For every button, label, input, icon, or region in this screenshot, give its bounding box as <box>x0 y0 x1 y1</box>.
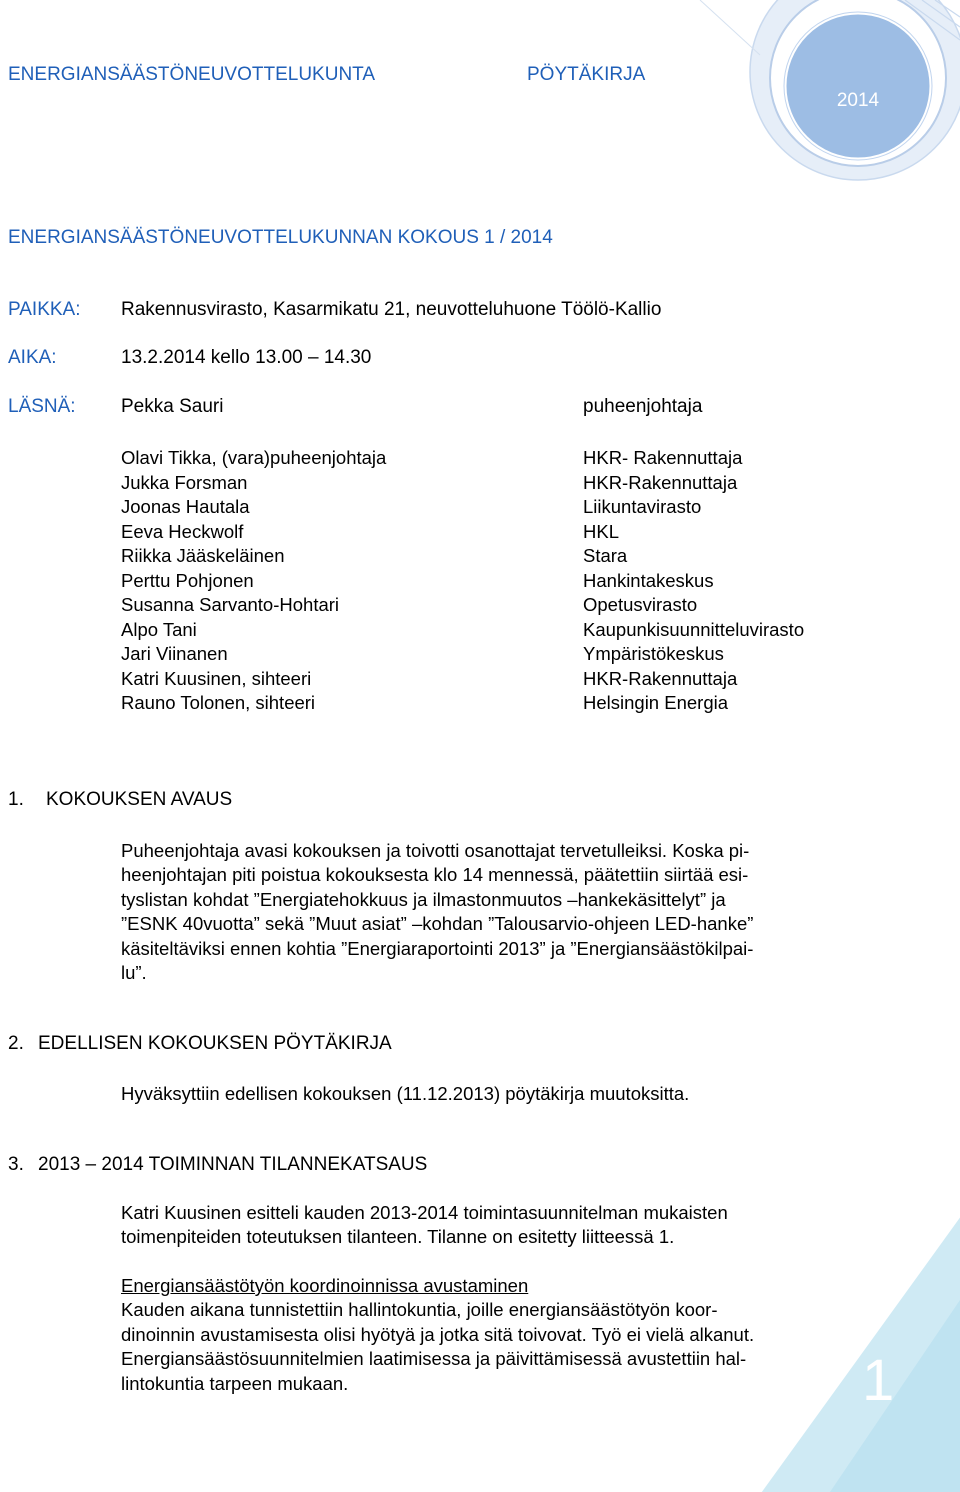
chair-role: puheenjohtaja <box>583 396 703 417</box>
paragraph-line: ”ESNK 40vuotta” sekä ”Muut asiat” –kohdan ”Talousarvio-ohjeen LED-hanke” <box>121 913 754 935</box>
attendee-org: Helsingin Energia <box>583 692 729 713</box>
attendee-org: Stara <box>583 545 628 566</box>
attendee-name: Olavi Tikka, (vara)puheenjohtaja <box>121 447 387 468</box>
place-label: PAIKKA: <box>8 299 81 320</box>
page-number: 1 <box>862 1348 895 1413</box>
section-1-number: 1. <box>8 789 24 810</box>
attendee-name: Perttu Pohjonen <box>121 569 254 591</box>
paragraph-line: Energiansäästösuunnitelmien laatimisessa ja päivittämisessä avustettiin hal- <box>121 1348 747 1370</box>
attendee-orgs <box>583 446 804 716</box>
paragraph-line: Hyväksyttiin edellisen kokouksen (11.12.2013) pöytäkirja muutoksitta. <box>121 1083 690 1104</box>
header-org: ENERGIANSÄÄSTÖNEUVOTTELUKUNTA <box>8 64 376 85</box>
paragraph-line: toimenpiteiden toteutuksen tilanteen. Tilanne on esitetty liitteessä 1. <box>121 1226 675 1248</box>
attendee-name: Joonas Hautala <box>121 496 250 517</box>
section-2-number: 2. <box>8 1033 24 1054</box>
attendee-name: Katri Kuusinen, sihteeri <box>121 667 312 689</box>
attendee-org: HKR-Rakennuttaja <box>583 471 738 493</box>
subsection-heading: Energiansäästötyön koordinoinnissa avustaminen <box>121 1275 529 1296</box>
attendee-name: Jukka Forsman <box>121 471 248 493</box>
section-3-subsection <box>121 1274 841 1396</box>
section-3-heading: 2013 – 2014 TOIMINNAN TILANNEKATSAUS <box>38 1154 428 1175</box>
chair-name: Pekka Sauri <box>121 396 224 417</box>
attendee-org: Kaupunkisuunnitteluvirasto <box>583 618 805 640</box>
attendee-org: Liikuntavirasto <box>583 496 702 517</box>
page-title: ENERGIANSÄÄSTÖNEUVOTTELUKUNNAN KOKOUS 1 / 2014 <box>8 227 553 248</box>
attendee-org: Opetusvirasto <box>583 594 698 615</box>
section-2-heading: EDELLISEN KOKOUKSEN PÖYTÄKIRJA <box>38 1033 392 1054</box>
time-value: 13.2.2014 kello 13.00 – 14.30 <box>121 347 372 368</box>
paragraph-line: heenjohtajan piti poistua kokouksesta klo 14 mennessä, päätettiin siirtää esi- <box>121 864 749 886</box>
attendee-name: Susanna Sarvanto-Hohtari <box>121 594 340 615</box>
place-value: Rakennusvirasto, Kasarmikatu 21, neuvotteluhuone Töölö-Kallio <box>121 299 662 320</box>
section-3-body <box>121 1201 841 1250</box>
section-3-number: 3. <box>8 1154 24 1175</box>
paragraph-line: Katri Kuusinen esitteli kauden 2013-2014 toimintasuunnitelman mukaisten <box>121 1202 728 1223</box>
section-1-heading: KOKOUKSEN AVAUS <box>46 789 233 810</box>
attendee-name: Rauno Tolonen, sihteeri <box>121 692 316 713</box>
time-label: AIKA: <box>8 347 57 368</box>
paragraph-line: Puheenjohtaja avasi kokouksen ja toivotti osanottajat tervetulleiksi. Koska pi- <box>121 840 750 861</box>
paragraph-line: dinoinnin avustamisesta olisi hyötyä ja jotka sitä toivovat. Työ ei vielä alkanut. <box>121 1323 755 1345</box>
paragraph-line: käsiteltäviksi ennen kohtia ”Energiaraportointi 2013” ja ”Energiansäästökilpai- <box>121 937 754 959</box>
paragraph-line: tyslistan kohdat ”Energiatehokkuus ja ilmastonmuutos –hankekäsittelyt” ja <box>121 888 726 910</box>
section-2-body <box>121 1082 841 1106</box>
section-1-body <box>121 839 841 985</box>
header-doc-type: PÖYTÄKIRJA <box>527 64 646 85</box>
attendee-org: HKR- Rakennuttaja <box>583 447 743 468</box>
paragraph-line: lintokuntia tarpeen mukaan. <box>121 1372 349 1394</box>
header-year: 2014 <box>836 90 880 111</box>
attendee-name: Jari Viinanen <box>121 643 228 664</box>
attendee-name: Riikka Jääskeläinen <box>121 545 285 566</box>
attendee-name: Eeva Heckwolf <box>121 520 244 542</box>
attendee-org: HKL <box>583 520 619 542</box>
attendee-names <box>121 446 386 716</box>
paragraph-line: lu”. <box>121 962 147 984</box>
attendee-org: Hankintakeskus <box>583 569 714 591</box>
present-label: LÄSNÄ: <box>8 396 76 417</box>
attendee-name: Alpo Tani <box>121 618 197 640</box>
attendee-org: HKR-Rakennuttaja <box>583 667 738 689</box>
paragraph-line: Kauden aikana tunnistettiin hallintokuntia, joille energiansäästötyön koor- <box>121 1299 718 1321</box>
attendee-org: Ympäristökeskus <box>583 643 724 664</box>
